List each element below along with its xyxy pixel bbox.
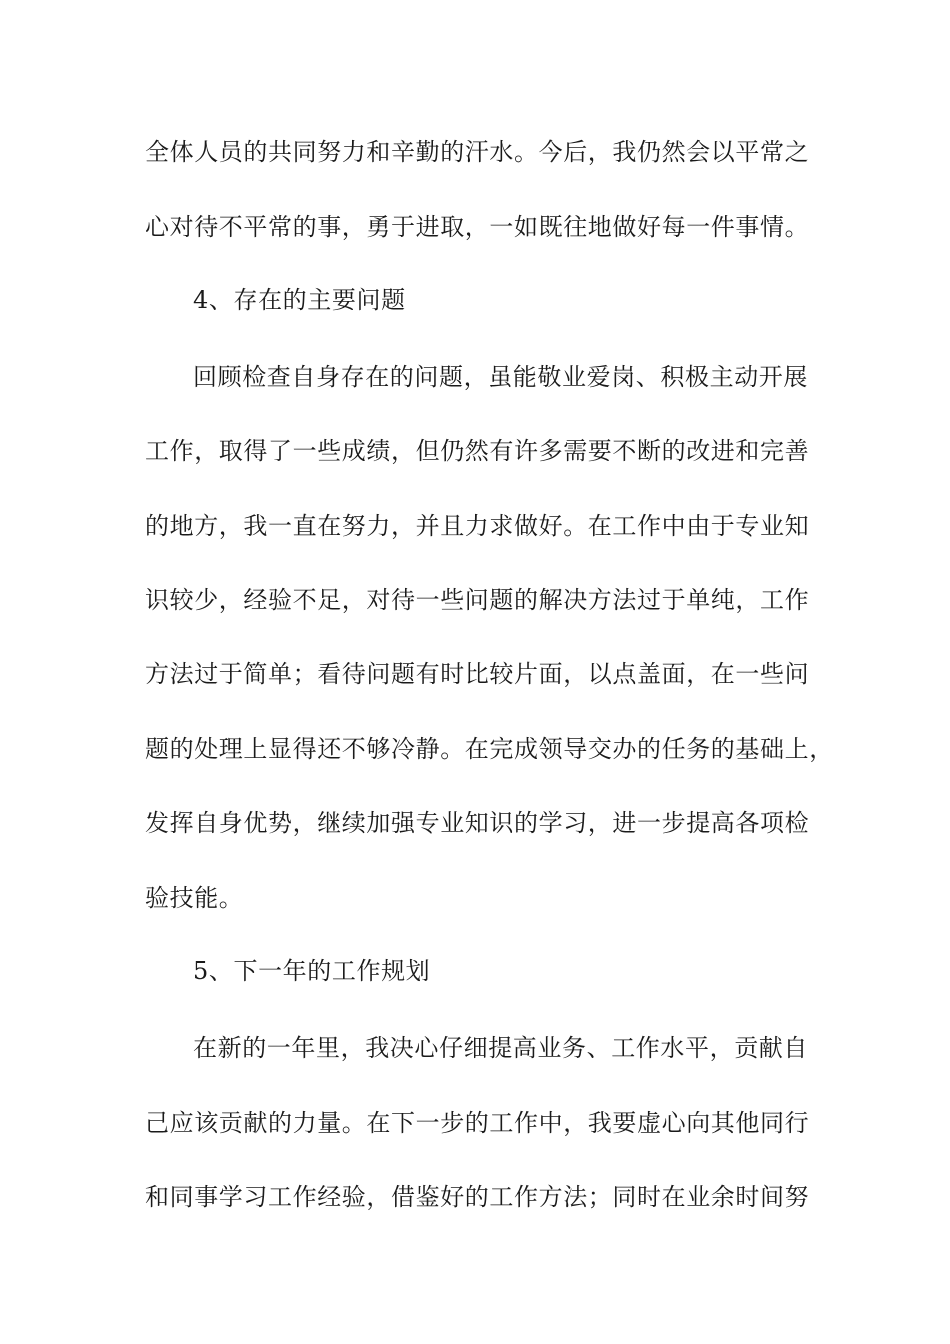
text-line: 识较少，经验不足，对待一些问题的解决方法过于单纯，工作 xyxy=(145,586,810,614)
section-heading: 4、存在的主要问题 xyxy=(193,286,406,314)
text-line: 发挥自身优势，继续加强专业知识的学习，进一步提高各项检 xyxy=(145,809,810,837)
section-heading: 5、下一年的工作规划 xyxy=(193,957,431,985)
text-line: 全体人员的共同努力和辛勤的汗水。今后，我仍然会以平常之 xyxy=(145,138,810,166)
text-line: 方法过于简单；看待问题有时比较片面，以点盖面，在一些问 xyxy=(145,660,810,688)
text-line: 和同事学习工作经验，借鉴好的工作方法；同时在业余时间努 xyxy=(145,1183,810,1211)
text-line: 心对待不平常的事，勇于进取，一如既往地做好每一件事情。 xyxy=(145,213,810,241)
text-line: 验技能。 xyxy=(145,884,244,912)
paragraph-first-line: 回顾检查自身存在的问题，虽能敬业爱岗、积极主动开展 xyxy=(193,363,808,391)
text-line: 的地方，我一直在努力，并且力求做好。在工作中由于专业知 xyxy=(145,512,810,540)
paragraph-first-line: 在新的一年里，我决心仔细提高业务、工作水平，贡献自 xyxy=(193,1034,808,1062)
text-line: 己应该贡献的力量。在下一步的工作中，我要虚心向其他同行 xyxy=(145,1109,810,1137)
text-line: 工作，取得了一些成绩，但仍然有许多需要不断的改进和完善 xyxy=(145,437,810,465)
text-line: 题的处理上显得还不够冷静。在完成领导交办的任务的基础上， xyxy=(145,735,834,763)
